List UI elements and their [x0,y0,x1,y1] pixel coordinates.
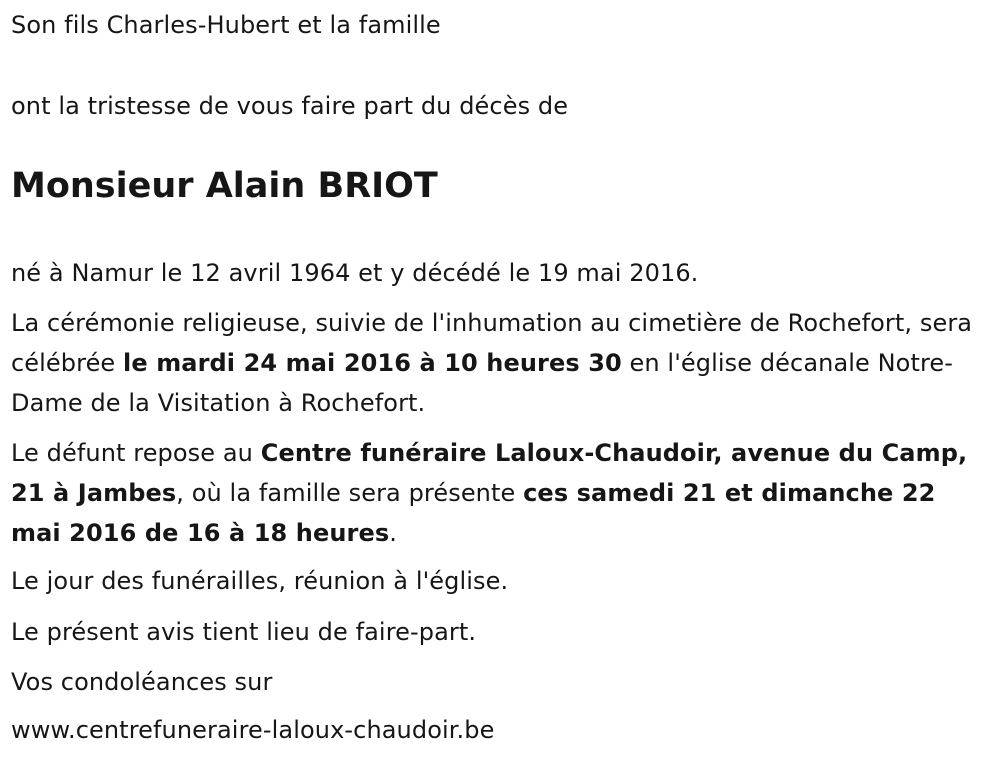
family-line: Son fils Charles-Hubert et la famille [11,11,441,39]
viewing-paragraph [11,433,986,553]
viewing-text-2: , où la famille sera présente [176,479,524,507]
birth-death-line: né à Namur le 12 avril 1964 et y décédé le 19 mai 2016. [11,259,699,287]
ceremony-text-1: La cérémonie religieuse, suivie de l'inhumation au cimetière de Rochefort, sera célébrée [11,309,973,377]
ceremony-text-2: en l'église décanale Notre-Dame de la Visitation à Rochefort. [11,349,954,417]
ceremony-date-time: le mardi 24 mai 2016 à 10 heures 30 [123,349,622,377]
deceased-name: Monsieur Alain BRIOT [11,166,438,206]
viewing-times: ces samedi 21 et dimanche 22 mai 2016 de 16 à 18 heures [11,479,936,547]
condolences-url[interactable]: www.centrefuneraire-laloux-chaudoir.be [11,716,495,744]
gathering-line: Le jour des funérailles, réunion à l'église. [11,567,509,595]
notice-line: Le présent avis tient lieu de faire-part. [11,618,477,646]
announcement-line: ont la tristesse de vous faire part du décès de [11,92,569,120]
viewing-text-1: Le défunt repose au [11,439,261,467]
ceremony-paragraph [11,303,986,423]
condolences-label: Vos condoléances sur [11,668,273,696]
viewing-text-3: . [389,519,397,547]
viewing-location: Centre funéraire Laloux-Chaudoir, avenue du Camp, 21 à Jambes [11,439,968,507]
